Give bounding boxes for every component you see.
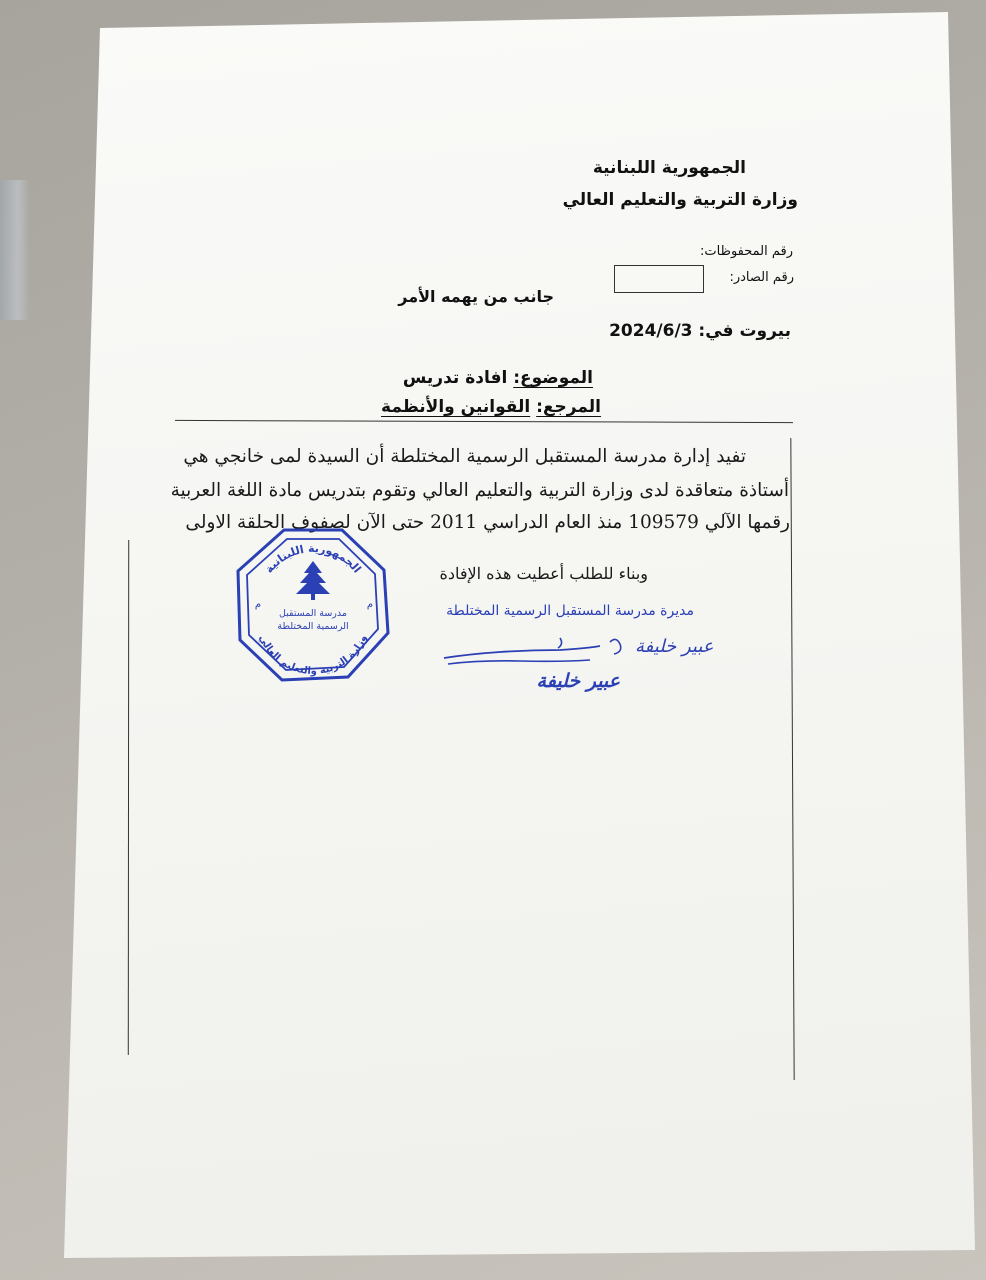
outgoing-number-field [614,265,704,293]
stamp-top-arc: الجمهورية اللبنانية [262,541,364,576]
cedar-icon [296,561,330,600]
outgoing-number-label: رقم الصادر: [729,270,794,285]
handwritten-signature-text: عبير خليفة [635,636,714,657]
addressee: جانب من يهمه الأمر [398,287,554,306]
date-line: بيروت في: 2024/6/3 [609,321,791,341]
table-edge [0,180,30,320]
reference-label: المرجع: [536,397,601,417]
reference-line [381,397,601,417]
subject-line [403,368,593,388]
stamp-bottom-arc: وزارة التربية والتعليم العالي [256,633,370,678]
stamp-side-left: م [254,599,262,610]
signature-title: مديرة مدرسة المستقبل الرسمية المختلطة [446,603,694,619]
ministry-title: وزارة التربية والتعليم العالي [562,190,798,210]
archive-number-label: رقم المحفوظات: [700,244,793,259]
reference-value: القوانين والأنظمة [381,397,531,417]
stamp-side-right: م [366,599,374,610]
stamp-center-line-1: مدرسة المستقبل [279,608,347,619]
body-line-3: رقمها الآلي 109579 منذ العام الدراسي 2011 حتى الآن لصفوف الحلقة الاولى [185,512,790,533]
closing-line: وبناء للطلب أعطيت هذه الإفادة [439,564,648,583]
body-line-1: تفيد إدارة مدرسة المستقبل الرسمية المختلطة أن السيدة لمى خانجي هي [183,446,746,467]
school-stamp [232,525,394,685]
subject-label: الموضوع: [513,368,593,388]
signer-name: عبير خليفة [536,670,620,692]
subject-value: افادة تدريس [402,368,508,388]
stamp-center-line-2: الرسمية المختلطة [277,621,349,632]
republic-title: الجمهورية اللبنانية [592,158,746,178]
body-line-2: أستاذة متعاقدة لدى وزارة التربية والتعليم العالي وتقوم بتدريس مادة اللغة العربية [170,480,789,501]
